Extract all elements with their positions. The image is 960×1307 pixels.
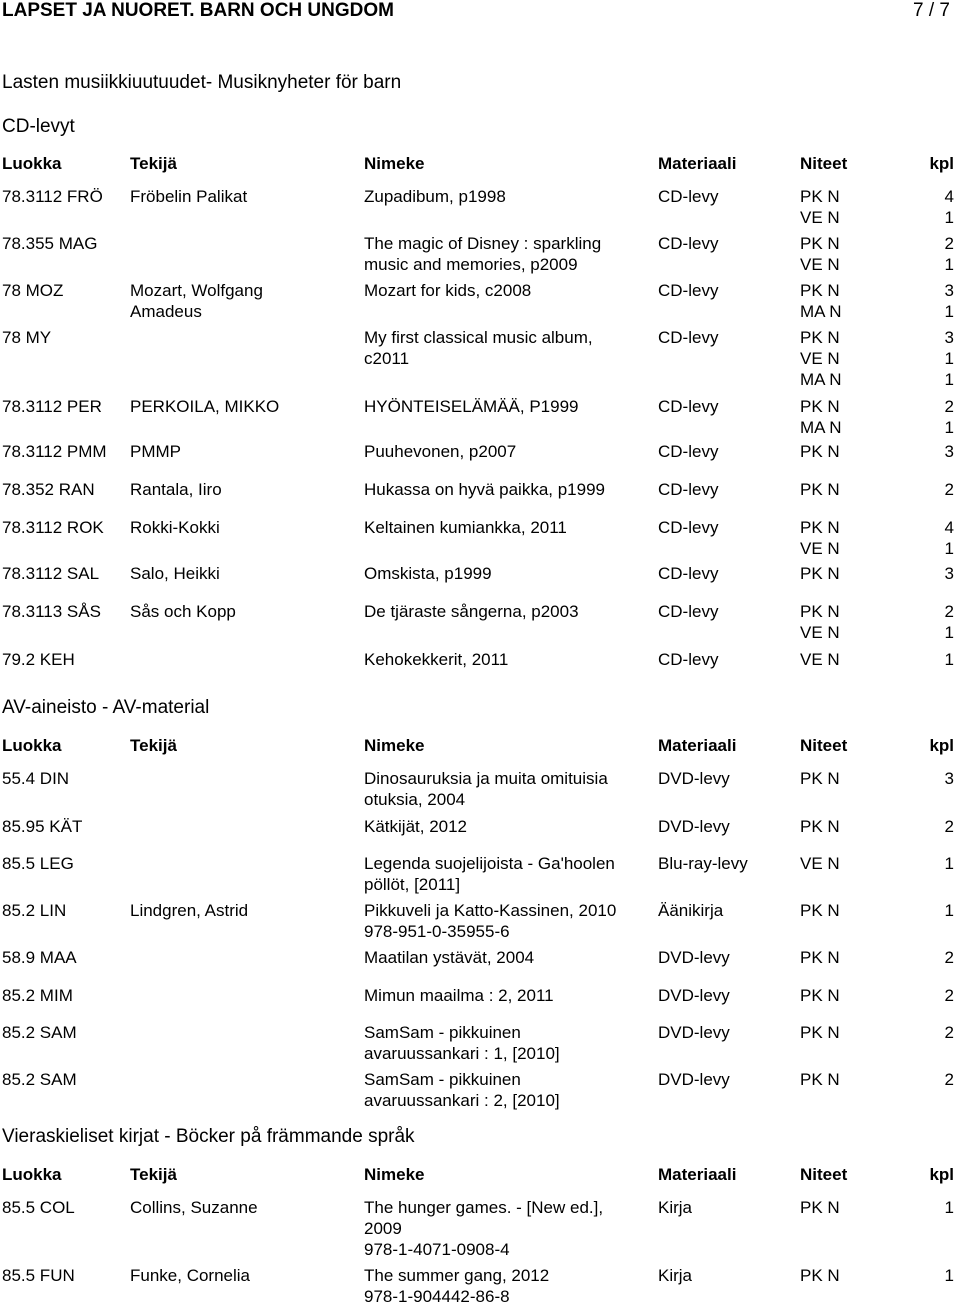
cell-line: Keltainen kumiankka, 2011 bbox=[364, 518, 567, 537]
section-title: CD-levyt bbox=[2, 116, 75, 137]
cell-line: 2 bbox=[944, 817, 954, 836]
cell-line: pöllöt, [2011] bbox=[364, 875, 461, 894]
cell-line: PK N bbox=[800, 1266, 840, 1285]
cell-line: Dinosauruksia ja muita omituisia bbox=[364, 769, 608, 788]
cell-kpl bbox=[945, 1197, 954, 1218]
cell-niteet bbox=[800, 479, 840, 500]
section-title: AV-aineisto - AV-material bbox=[2, 697, 210, 718]
cell-materiaali bbox=[658, 396, 718, 417]
cell-line: Collins, Suzanne bbox=[130, 1198, 258, 1217]
cell-materiaali bbox=[658, 441, 718, 462]
column-header-nimeke: Nimeke bbox=[364, 736, 425, 755]
cell-tekija bbox=[130, 280, 263, 322]
cell-line: SamSam - pikkuinen bbox=[364, 1070, 521, 1089]
cell-materiaali bbox=[658, 601, 718, 622]
column-header-niteet: Niteet bbox=[800, 1165, 848, 1184]
cell-kpl bbox=[945, 186, 954, 228]
cell-line: 1 bbox=[944, 370, 954, 389]
cell-line: The magic of Disney : sparkling bbox=[364, 234, 602, 253]
cell-luokka bbox=[2, 1022, 77, 1043]
cell-line: Lindgren, Astrid bbox=[130, 901, 249, 920]
cell-line: Puuhevonen, p2007 bbox=[364, 442, 517, 461]
cell-materiaali bbox=[658, 186, 718, 207]
cell-tekija bbox=[130, 441, 181, 462]
cell-line: 1 bbox=[944, 302, 954, 321]
cell-line: DVD-levy bbox=[658, 817, 730, 836]
cell-niteet bbox=[800, 441, 840, 462]
cell-line: MA N bbox=[800, 418, 842, 437]
cell-line: Zupadibum, p1998 bbox=[364, 187, 506, 206]
cell-nimeke bbox=[364, 327, 593, 369]
cell-kpl bbox=[945, 441, 954, 462]
cell-line: 1 bbox=[944, 1198, 954, 1217]
cell-materiaali bbox=[658, 649, 718, 670]
cell-line: Mozart, Wolfgang bbox=[130, 281, 263, 300]
cell-line: 978-951-0-35955-6 bbox=[364, 922, 510, 941]
cell-line: 85.2 LIN bbox=[2, 901, 67, 920]
cell-line: PK N bbox=[800, 442, 840, 461]
cell-niteet bbox=[800, 649, 840, 670]
cell-line: 1 bbox=[944, 650, 954, 669]
cell-niteet bbox=[800, 280, 842, 322]
cell-niteet bbox=[800, 1069, 840, 1090]
cell-line: MA N bbox=[800, 302, 842, 321]
cell-luokka bbox=[2, 186, 103, 207]
cell-line: DVD-levy bbox=[658, 1070, 730, 1089]
column-header-kpl: kpl bbox=[929, 1165, 954, 1184]
cell-niteet bbox=[800, 233, 840, 275]
cell-niteet bbox=[800, 396, 842, 438]
cell-materiaali bbox=[658, 327, 718, 348]
cell-luokka bbox=[2, 900, 66, 921]
cell-niteet bbox=[800, 186, 840, 228]
column-header-kpl: kpl bbox=[929, 736, 954, 755]
cell-line: music and memories, p2009 bbox=[364, 255, 578, 274]
column-header-niteet: Niteet bbox=[800, 154, 848, 173]
cell-line: CD-levy bbox=[658, 650, 719, 669]
cell-line: 85.5 FUN bbox=[2, 1266, 75, 1285]
cell-luokka bbox=[2, 1265, 75, 1286]
cell-materiaali bbox=[658, 233, 718, 254]
cell-tekija bbox=[130, 563, 220, 584]
cell-line: Funke, Cornelia bbox=[130, 1266, 251, 1285]
cell-nimeke bbox=[364, 1069, 560, 1111]
document-header-title: LAPSET JA NUORET. BARN OCH UNGDOM bbox=[2, 0, 394, 21]
cell-line: 3 bbox=[944, 769, 954, 788]
cell-line: 85.5 COL bbox=[2, 1198, 75, 1217]
cell-luokka bbox=[2, 327, 51, 348]
cell-line: PK N bbox=[800, 1198, 840, 1217]
cell-line: Kirja bbox=[658, 1198, 693, 1217]
cell-line: PERKOILA, MIKKO bbox=[130, 397, 280, 416]
cell-line: 4 bbox=[944, 187, 954, 206]
cell-kpl bbox=[945, 479, 954, 500]
column-header-materiaali: Materiaali bbox=[658, 154, 737, 173]
cell-line: CD-levy bbox=[658, 281, 719, 300]
cell-nimeke bbox=[364, 280, 531, 301]
cell-line: Fröbelin Palikat bbox=[130, 187, 248, 206]
cell-line: The hunger games. - [New ed.], bbox=[364, 1198, 604, 1217]
cell-line: PK N bbox=[800, 480, 840, 499]
cell-line: 2 bbox=[944, 948, 954, 967]
cell-tekija bbox=[130, 900, 248, 921]
cell-line: 78.3112 SAL bbox=[2, 564, 100, 583]
cell-nimeke bbox=[364, 233, 601, 275]
cell-line: Mozart for kids, c2008 bbox=[364, 281, 532, 300]
cell-line: PK N bbox=[800, 281, 840, 300]
cell-line: Kehokekkerit, 2011 bbox=[364, 650, 509, 669]
cell-nimeke bbox=[364, 601, 579, 622]
cell-luokka bbox=[2, 816, 82, 837]
cell-line: CD-levy bbox=[658, 480, 719, 499]
cell-line: CD-levy bbox=[658, 442, 719, 461]
cell-niteet bbox=[800, 327, 842, 390]
cell-kpl bbox=[945, 985, 954, 1006]
cell-line: 78.355 MAG bbox=[2, 234, 98, 253]
cell-line: 2 bbox=[944, 480, 954, 499]
cell-line: Rokki-Kokki bbox=[130, 518, 220, 537]
cell-niteet bbox=[800, 1022, 840, 1043]
cell-line: PK N bbox=[800, 328, 840, 347]
section-title: Vieraskieliset kirjat - Böcker på främmande språk bbox=[2, 1126, 415, 1147]
cell-nimeke bbox=[364, 1197, 603, 1260]
cell-line: Kätkijät, 2012 bbox=[364, 817, 468, 836]
cell-line: PK N bbox=[800, 564, 840, 583]
cell-tekija bbox=[130, 186, 247, 207]
cell-luokka bbox=[2, 853, 74, 874]
cell-line: 85.2 SAM bbox=[2, 1023, 77, 1042]
cell-luokka bbox=[2, 396, 102, 417]
cell-nimeke bbox=[364, 768, 608, 810]
cell-materiaali bbox=[658, 1265, 692, 1286]
cell-nimeke bbox=[364, 1022, 560, 1064]
cell-kpl bbox=[945, 649, 954, 670]
cell-line: avaruussankari : 1, [2010] bbox=[364, 1044, 560, 1063]
cell-tekija bbox=[130, 517, 220, 538]
column-header-niteet: Niteet bbox=[800, 736, 848, 755]
cell-materiaali bbox=[658, 280, 718, 301]
cell-luokka bbox=[2, 1069, 77, 1090]
cell-line: 1 bbox=[944, 255, 954, 274]
cell-line: 1 bbox=[944, 901, 954, 920]
cell-tekija bbox=[130, 1265, 250, 1286]
cell-luokka bbox=[2, 649, 75, 670]
cell-luokka bbox=[2, 601, 101, 622]
cell-line: Kirja bbox=[658, 1266, 693, 1285]
cell-line: 1 bbox=[944, 349, 954, 368]
cell-line: DVD-levy bbox=[658, 769, 730, 788]
column-header-luokka: Luokka bbox=[2, 1165, 62, 1184]
cell-line: PK N bbox=[800, 518, 840, 537]
cell-nimeke bbox=[364, 1265, 549, 1307]
cell-materiaali bbox=[658, 1197, 692, 1218]
cell-line: 4 bbox=[944, 518, 954, 537]
cell-kpl bbox=[945, 563, 954, 584]
cell-niteet bbox=[800, 1197, 840, 1218]
column-header-nimeke: Nimeke bbox=[364, 1165, 425, 1184]
cell-line: 78 MOZ bbox=[2, 281, 64, 300]
cell-line: MA N bbox=[800, 370, 842, 389]
cell-luokka bbox=[2, 280, 63, 301]
cell-nimeke bbox=[364, 517, 567, 538]
cell-line: 78.352 RAN bbox=[2, 480, 95, 499]
cell-line: CD-levy bbox=[658, 328, 719, 347]
cell-luokka bbox=[2, 768, 69, 789]
cell-nimeke bbox=[364, 816, 467, 837]
cell-niteet bbox=[800, 985, 840, 1006]
cell-line: CD-levy bbox=[658, 564, 719, 583]
cell-luokka bbox=[2, 517, 104, 538]
cell-materiaali bbox=[658, 768, 730, 789]
cell-line: 78.3112 ROK bbox=[2, 518, 104, 537]
cell-materiaali bbox=[658, 853, 748, 874]
cell-line: The summer gang, 2012 bbox=[364, 1266, 550, 1285]
cell-tekija bbox=[130, 396, 279, 417]
cell-niteet bbox=[800, 816, 840, 837]
cell-niteet bbox=[800, 601, 840, 643]
cell-line: PMMP bbox=[130, 442, 181, 461]
cell-kpl bbox=[945, 327, 954, 390]
cell-niteet bbox=[800, 1265, 840, 1286]
cell-line: 2 bbox=[944, 1070, 954, 1089]
cell-luokka bbox=[2, 985, 73, 1006]
cell-kpl bbox=[945, 853, 954, 874]
cell-line: VE N bbox=[800, 623, 840, 642]
cell-materiaali bbox=[658, 1069, 730, 1090]
cell-line: 3 bbox=[944, 564, 954, 583]
cell-materiaali bbox=[658, 985, 730, 1006]
cell-line: c2011 bbox=[364, 349, 410, 368]
cell-luokka bbox=[2, 479, 95, 500]
cell-line: PK N bbox=[800, 187, 840, 206]
cell-materiaali bbox=[658, 517, 718, 538]
cell-kpl bbox=[945, 601, 954, 643]
cell-kpl bbox=[945, 1022, 954, 1043]
cell-luokka bbox=[2, 563, 99, 584]
cell-line: Rantala, Iiro bbox=[130, 480, 222, 499]
cell-line: Amadeus bbox=[130, 302, 202, 321]
cell-materiaali bbox=[658, 479, 718, 500]
column-header-materiaali: Materiaali bbox=[658, 1165, 737, 1184]
cell-line: Hukassa on hyvä paikka, p1999 bbox=[364, 480, 605, 499]
cell-line: HYÖNTEISELÄMÄÄ, P1999 bbox=[364, 397, 579, 416]
cell-line: 78.3113 SÅS bbox=[2, 602, 101, 621]
document-subtitle: Lasten musiikkiuutuudet- Musiknyheter för barn bbox=[2, 72, 402, 93]
cell-kpl bbox=[945, 396, 954, 438]
cell-nimeke bbox=[364, 947, 534, 968]
cell-niteet bbox=[800, 517, 840, 559]
column-header-nimeke: Nimeke bbox=[364, 154, 425, 173]
cell-kpl bbox=[945, 816, 954, 837]
column-header-tekija: Tekijä bbox=[130, 736, 177, 755]
cell-nimeke bbox=[364, 396, 578, 417]
cell-line: 2 bbox=[944, 234, 954, 253]
column-header-tekija: Tekijä bbox=[130, 1165, 177, 1184]
cell-line: 3 bbox=[944, 281, 954, 300]
cell-line: Mimun maailma : 2, 2011 bbox=[364, 986, 554, 1005]
page-number: 7 / 7 bbox=[913, 0, 950, 21]
cell-kpl bbox=[945, 947, 954, 968]
cell-line: VE N bbox=[800, 650, 840, 669]
column-header-kpl: kpl bbox=[929, 154, 954, 173]
cell-luokka bbox=[2, 1197, 75, 1218]
cell-kpl bbox=[945, 280, 954, 322]
cell-line: CD-levy bbox=[658, 187, 719, 206]
cell-niteet bbox=[800, 900, 840, 921]
cell-line: 85.95 KÄT bbox=[2, 817, 83, 836]
cell-line: 85.2 SAM bbox=[2, 1070, 77, 1089]
cell-line: 1 bbox=[944, 418, 954, 437]
cell-line: 2 bbox=[944, 602, 954, 621]
cell-line: 78.3112 PER bbox=[2, 397, 102, 416]
cell-line: avaruussankari : 2, [2010] bbox=[364, 1091, 560, 1110]
cell-line: Sås och Kopp bbox=[130, 602, 236, 621]
cell-line: PK N bbox=[800, 397, 840, 416]
cell-kpl bbox=[945, 233, 954, 275]
cell-niteet bbox=[800, 947, 840, 968]
cell-line: Äänikirja bbox=[658, 901, 724, 920]
cell-line: Omskista, p1999 bbox=[364, 564, 492, 583]
column-header-luokka: Luokka bbox=[2, 736, 62, 755]
cell-line: DVD-levy bbox=[658, 1023, 730, 1042]
cell-line: PK N bbox=[800, 901, 840, 920]
cell-line: 2009 bbox=[364, 1219, 402, 1238]
cell-line: 1 bbox=[944, 623, 954, 642]
cell-line: Blu-ray-levy bbox=[658, 854, 748, 873]
cell-line: 978-1-4071-0908-4 bbox=[364, 1240, 510, 1259]
cell-line: PK N bbox=[800, 948, 840, 967]
cell-niteet bbox=[800, 853, 840, 874]
cell-line: VE N bbox=[800, 255, 840, 274]
cell-line: 2 bbox=[944, 397, 954, 416]
cell-line: PK N bbox=[800, 1070, 840, 1089]
cell-niteet bbox=[800, 563, 840, 584]
cell-line: CD-levy bbox=[658, 397, 719, 416]
cell-line: PK N bbox=[800, 817, 840, 836]
cell-materiaali bbox=[658, 816, 730, 837]
cell-materiaali bbox=[658, 947, 730, 968]
cell-line: 1 bbox=[944, 208, 954, 227]
cell-nimeke bbox=[364, 985, 554, 1006]
cell-line: 3 bbox=[944, 328, 954, 347]
cell-line: Pikkuveli ja Katto-Kassinen, 2010 bbox=[364, 901, 617, 920]
cell-nimeke bbox=[364, 186, 506, 207]
cell-line: VE N bbox=[800, 208, 840, 227]
cell-line: CD-levy bbox=[658, 234, 719, 253]
cell-line: 3 bbox=[944, 442, 954, 461]
cell-line: PK N bbox=[800, 769, 840, 788]
cell-luokka bbox=[2, 947, 77, 968]
cell-line: My first classical music album, bbox=[364, 328, 593, 347]
cell-line: Maatilan ystävät, 2004 bbox=[364, 948, 535, 967]
cell-line: VE N bbox=[800, 854, 840, 873]
cell-line: 78.3112 FRÖ bbox=[2, 187, 103, 206]
cell-line: 2 bbox=[944, 1023, 954, 1042]
cell-line: Legenda suojelijoista - Ga'hoolen bbox=[364, 854, 615, 873]
cell-nimeke bbox=[364, 853, 615, 895]
cell-line: 978-1-904442-86-8 bbox=[364, 1287, 510, 1306]
cell-line: 1 bbox=[944, 1266, 954, 1285]
cell-nimeke bbox=[364, 563, 492, 584]
cell-line: VE N bbox=[800, 349, 840, 368]
cell-line: SamSam - pikkuinen bbox=[364, 1023, 521, 1042]
cell-materiaali bbox=[658, 900, 723, 921]
cell-kpl bbox=[945, 900, 954, 921]
cell-line: 58.9 MAA bbox=[2, 948, 77, 967]
cell-line: 2 bbox=[944, 986, 954, 1005]
cell-line: DVD-levy bbox=[658, 986, 730, 1005]
column-header-materiaali: Materiaali bbox=[658, 736, 737, 755]
cell-niteet bbox=[800, 768, 840, 789]
cell-line: 1 bbox=[944, 854, 954, 873]
cell-line: 55.4 DIN bbox=[2, 769, 70, 788]
cell-line: 1 bbox=[944, 539, 954, 558]
cell-line: otuksia, 2004 bbox=[364, 790, 466, 809]
cell-kpl bbox=[945, 1265, 954, 1286]
cell-line: VE N bbox=[800, 539, 840, 558]
cell-line: 79.2 KEH bbox=[2, 650, 75, 669]
column-header-tekija: Tekijä bbox=[130, 154, 177, 173]
cell-luokka bbox=[2, 441, 107, 462]
cell-line: Salo, Heikki bbox=[130, 564, 220, 583]
cell-luokka bbox=[2, 233, 97, 254]
cell-line: 78.3112 PMM bbox=[2, 442, 107, 461]
cell-line: PK N bbox=[800, 986, 840, 1005]
cell-tekija bbox=[130, 1197, 258, 1218]
cell-nimeke bbox=[364, 649, 508, 670]
cell-nimeke bbox=[364, 900, 616, 942]
cell-line: 85.5 LEG bbox=[2, 854, 74, 873]
cell-line: De tjäraste sångerna, p2003 bbox=[364, 602, 579, 621]
cell-kpl bbox=[945, 1069, 954, 1090]
cell-line: PK N bbox=[800, 602, 840, 621]
cell-materiaali bbox=[658, 563, 718, 584]
cell-kpl bbox=[945, 517, 954, 559]
cell-tekija bbox=[130, 479, 222, 500]
cell-line: CD-levy bbox=[658, 518, 719, 537]
cell-materiaali bbox=[658, 1022, 730, 1043]
cell-line: 78 MY bbox=[2, 328, 52, 347]
cell-kpl bbox=[945, 768, 954, 789]
column-header-luokka: Luokka bbox=[2, 154, 62, 173]
cell-line: 85.2 MIM bbox=[2, 986, 73, 1005]
cell-tekija bbox=[130, 601, 236, 622]
cell-line: PK N bbox=[800, 234, 840, 253]
cell-line: CD-levy bbox=[658, 602, 719, 621]
cell-nimeke bbox=[364, 441, 516, 462]
cell-line: DVD-levy bbox=[658, 948, 730, 967]
cell-nimeke bbox=[364, 479, 605, 500]
cell-line: PK N bbox=[800, 1023, 840, 1042]
